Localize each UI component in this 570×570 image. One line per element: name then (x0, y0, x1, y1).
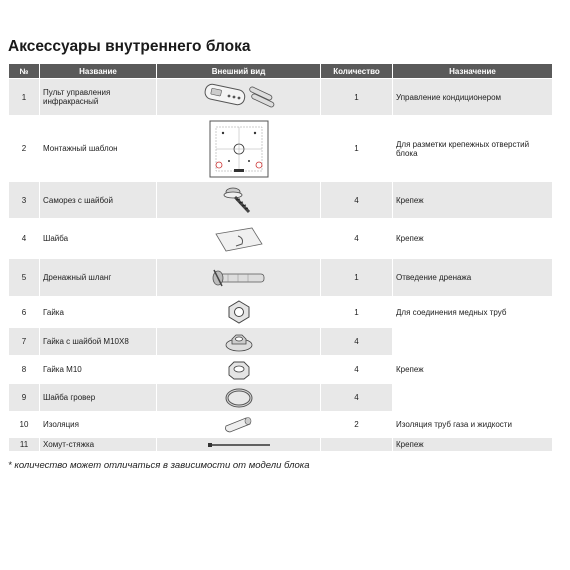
remote-control-icon (157, 79, 321, 116)
header-quantity: Количество (321, 64, 393, 79)
row-name: Гайка (40, 297, 157, 328)
table-row (9, 182, 553, 219)
table-row (9, 438, 553, 452)
row-purpose: Управление кондиционером (393, 79, 553, 116)
row-name: Шайба (40, 219, 157, 259)
table-row (9, 328, 553, 356)
row-name: Изоляция (40, 412, 157, 438)
table-row (9, 116, 553, 182)
table-row (9, 412, 553, 438)
row-name: Гайка М10 (40, 356, 157, 384)
table-row (9, 79, 553, 116)
header-appearance: Внешний вид (157, 64, 321, 79)
row-number: 1 (9, 79, 40, 116)
row-number: 2 (9, 116, 40, 182)
accessories-table (8, 63, 553, 452)
table-row (9, 259, 553, 297)
row-purpose: Крепеж (393, 219, 553, 259)
row-number: 3 (9, 182, 40, 219)
screw-icon (157, 182, 321, 219)
table-header (9, 64, 553, 79)
row-number: 11 (9, 438, 40, 452)
row-purpose: Для разметки крепежных отверстий блока (393, 116, 553, 182)
row-quantity: 4 (321, 356, 393, 384)
row-purpose: Крепеж (393, 182, 553, 219)
row-name: Пульт управления инфракрасный (40, 79, 157, 116)
header-number: № (9, 64, 40, 79)
nut-icon (157, 297, 321, 328)
row-name: Саморез с шайбой (40, 182, 157, 219)
row-number: 5 (9, 259, 40, 297)
table-row (9, 219, 553, 259)
drain-hose-icon (157, 259, 321, 297)
washer-plate-icon (157, 219, 321, 259)
row-quantity: 1 (321, 259, 393, 297)
row-quantity: 4 (321, 219, 393, 259)
row-purpose: Крепеж (393, 328, 553, 412)
row-number: 8 (9, 356, 40, 384)
table-row (9, 297, 553, 328)
row-quantity: 4 (321, 328, 393, 356)
header-name: Название (40, 64, 157, 79)
row-name: Шайба гровер (40, 384, 157, 412)
footnote: * количество может отличаться в зависимости от модели блока (8, 460, 310, 471)
row-number: 10 (9, 412, 40, 438)
page-title: Аксессуары внутреннего блока (8, 38, 251, 55)
washer-nut-icon (157, 328, 321, 356)
mounting-template-icon (157, 116, 321, 182)
row-purpose: Для соединения медных труб (393, 297, 553, 328)
row-quantity: 4 (321, 384, 393, 412)
row-number: 4 (9, 219, 40, 259)
row-quantity: 1 (321, 297, 393, 328)
row-purpose: Крепеж (393, 438, 553, 452)
row-name: Хомут-стяжка (40, 438, 157, 452)
row-number: 6 (9, 297, 40, 328)
row-name: Гайка с шайбой М10Х8 (40, 328, 157, 356)
row-purpose: Отведение дренажа (393, 259, 553, 297)
row-purpose: Изоляция труб газа и жидкости (393, 412, 553, 438)
spring-washer-icon (157, 384, 321, 412)
row-quantity: 2 (321, 412, 393, 438)
header-purpose: Назначение (393, 64, 553, 79)
row-quantity: 4 (321, 182, 393, 219)
hex-nut-icon (157, 356, 321, 384)
insulation-icon (157, 412, 321, 438)
row-quantity: 1 (321, 116, 393, 182)
row-quantity: 1 (321, 79, 393, 116)
row-name: Монтажный шаблон (40, 116, 157, 182)
cable-tie-icon (157, 438, 321, 452)
row-quantity (321, 438, 393, 452)
row-name: Дренажный шланг (40, 259, 157, 297)
row-number: 7 (9, 328, 40, 356)
row-number: 9 (9, 384, 40, 412)
